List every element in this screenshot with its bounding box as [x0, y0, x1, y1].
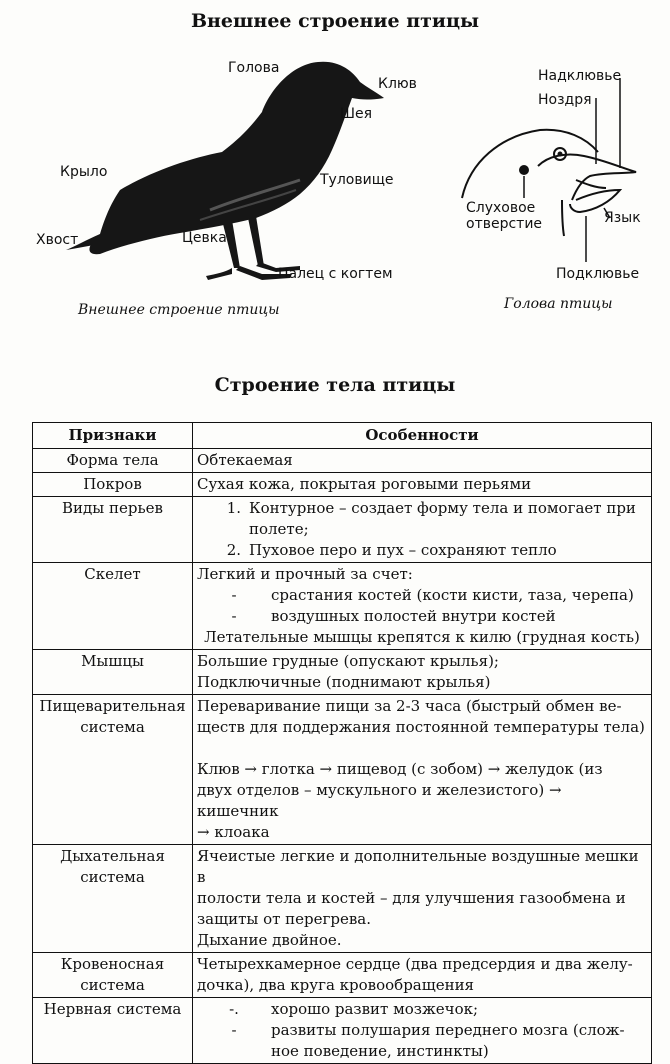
- label-upper-beak: Надклювье: [538, 68, 622, 84]
- label-head: Голова: [228, 60, 280, 76]
- row-key: Скелет: [33, 563, 193, 650]
- row-key: Нервная система: [33, 998, 193, 1064]
- figures-area: [0, 40, 670, 340]
- row-value: Большие грудные (опускают крылья); Подключичные (поднимают крылья): [193, 650, 652, 695]
- crow-illustration: [0, 40, 670, 340]
- table-row: [33, 563, 652, 650]
- row-value: Четырехкамерное сердце (два предсердия и два желу- дочка), два круга кровообращения: [193, 953, 652, 998]
- row-key: Пищеварительная система: [33, 695, 193, 845]
- table-row: [33, 845, 652, 953]
- list-item: 2. Пуховое перо и пух – сохраняют тепло: [226, 541, 557, 559]
- list-item: - развиты полушария переднего мозга (слож- ное поведение, инстинкты): [231, 1021, 625, 1060]
- list-item: - срастания костей (кости кисти, таза, черепа): [231, 586, 634, 604]
- row-value: [193, 998, 652, 1064]
- caption-head: Голова птицы: [504, 296, 613, 312]
- label-nostril: Ноздря: [538, 92, 592, 108]
- table-row: [33, 998, 652, 1064]
- section-title-external: Внешнее строение птицы: [190, 10, 480, 32]
- label-beak: Клюв: [378, 76, 417, 92]
- row-value: [193, 497, 652, 563]
- label-body: Туловище: [320, 172, 394, 188]
- row-key: Мышцы: [33, 650, 193, 695]
- row-key: Кровеносная система: [33, 953, 193, 998]
- table-row: [33, 695, 652, 845]
- row-key: Покров: [33, 473, 193, 497]
- table-row: [33, 473, 652, 497]
- label-ear-1: Слуховое: [466, 200, 536, 216]
- bird-structure-table: [32, 422, 652, 1064]
- table-row: [33, 497, 652, 563]
- label-tongue: Язык: [604, 210, 641, 226]
- ear-hole-dot: [519, 165, 529, 175]
- label-toe-claw: Палец с когтем: [278, 266, 393, 282]
- label-ear-2: отверстие: [466, 216, 543, 232]
- row-key: Дыхательная система: [33, 845, 193, 953]
- row-value: Обтекаемая: [193, 449, 652, 473]
- table-header-row: [33, 423, 652, 449]
- header-features: Признаки: [33, 423, 193, 449]
- row-value: Сухая кожа, покрытая роговыми перьями: [193, 473, 652, 497]
- list-item: -. хорошо развит мозжечок;: [229, 1000, 479, 1018]
- label-lower-beak: Подклювье: [556, 266, 640, 282]
- table-row: [33, 953, 652, 998]
- caption-external: Внешнее строение птицы: [78, 302, 280, 318]
- list-item: - воздушных полостей внутри костей: [231, 607, 556, 625]
- label-tarsus: Цевка: [182, 230, 227, 246]
- list-item: 1. Контурное – создает форму тела и помогает при полете;: [226, 499, 636, 538]
- label-tail: Хвост: [36, 232, 79, 248]
- table-row: [33, 449, 652, 473]
- header-details: Особенности: [193, 423, 652, 449]
- row-value: Легкий и прочный за счет: - срастания костей (кости кисти, таза, черепа) - воздушных полостей внутри костей Летательные мышцы крепятся к килю (грудная кость): [193, 563, 652, 650]
- row-key: Форма тела: [33, 449, 193, 473]
- row-value: Переваривание пищи за 2-3 часа (быстрый обмен ве- ществ для поддержания постоянной температуры тела) Клюв → глотка → пищевод (с зобом) → желудок (из двух отделов – мускульного и железистого) → кишечник → клоака: [193, 695, 652, 845]
- row-value: Ячеистые легкие и дополнительные воздушные мешки в полости тела и костей – для улучшения газообмена и защиты от перегрева. Дыхание двойное.: [193, 845, 652, 953]
- label-neck: Шея: [340, 106, 373, 122]
- label-wing: Крыло: [60, 164, 108, 180]
- table-row: [33, 650, 652, 695]
- section-title-table: Строение тела птицы: [214, 374, 456, 396]
- row-key: Виды перьев: [33, 497, 193, 563]
